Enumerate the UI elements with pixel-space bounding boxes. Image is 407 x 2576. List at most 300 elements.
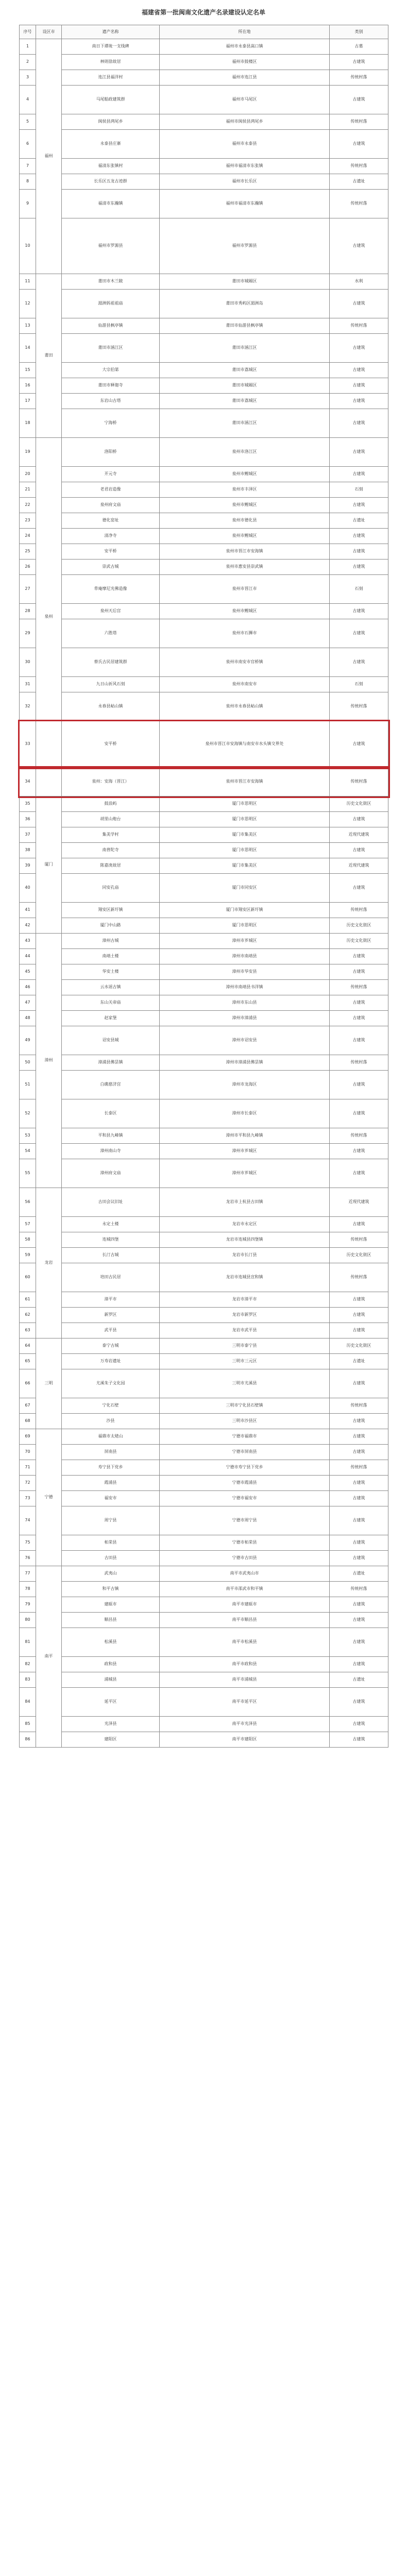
cell-location: 莆田市城厢区	[160, 274, 330, 290]
table-row	[20, 619, 388, 648]
cell-type: 近现代建筑	[330, 827, 388, 843]
cell-no: 40	[20, 874, 36, 903]
cell-no: 83	[20, 1672, 36, 1688]
cell-type: 传统村落	[330, 318, 388, 334]
cell-type: 石刻	[330, 575, 388, 604]
cell-name: 周宁县	[62, 1506, 160, 1535]
cell-location: 福州市福清市东张镇	[160, 159, 330, 174]
cell-name: 胡里山炮台	[62, 812, 160, 827]
cell-location: 泉州市晋江市	[160, 575, 330, 604]
cell-no: 5	[20, 114, 36, 130]
cell-no: 75	[20, 1535, 36, 1551]
cell-name: 漳浦县佛昙镇	[62, 1055, 160, 1071]
cell-name: 宁海桥	[62, 409, 160, 438]
cell-name: 林则徐故居	[62, 55, 160, 70]
cell-type: 古建筑	[330, 812, 388, 827]
table-row	[20, 843, 388, 858]
cell-location: 南平市邵武市和平镇	[160, 1582, 330, 1597]
table-row	[20, 290, 388, 318]
cell-location: 莆田市城厢区	[160, 378, 330, 394]
cell-type: 古建筑	[330, 86, 388, 114]
table-row	[20, 1476, 388, 1491]
cell-name: 永春县岵山镇	[62, 692, 160, 721]
cell-location: 漳州市华安县	[160, 964, 330, 980]
cell-city: 宁德	[36, 1429, 62, 1566]
cell-no: 6	[20, 130, 36, 159]
table-row	[20, 159, 388, 174]
cell-name: 白礁慈济宫	[62, 1071, 160, 1099]
cell-location: 宁德市福鼎市	[160, 1429, 330, 1445]
table-row	[20, 1628, 388, 1657]
cell-type: 古遗址	[330, 1672, 388, 1688]
cell-location: 宁德市柘荣县	[160, 1535, 330, 1551]
cell-type: 古建筑	[330, 1597, 388, 1613]
cell-no: 19	[20, 438, 36, 467]
cell-name: 莆田市涵江区	[62, 334, 160, 363]
cell-location: 福州市闽侯县鸿尾乡	[160, 114, 330, 130]
cell-type: 古遗址	[330, 1566, 388, 1582]
cell-name: 德化窑址	[62, 513, 160, 529]
cell-location: 泉州市鲤城区	[160, 498, 330, 513]
table-body	[20, 39, 388, 1748]
cell-no: 77	[20, 1566, 36, 1582]
header-city: 设区市	[36, 25, 62, 39]
table-row	[20, 218, 388, 274]
cell-name: 湄洲妈祖祖庙	[62, 290, 160, 318]
cell-type: 传统村落	[330, 1128, 388, 1144]
cell-name: 云水谣古镇	[62, 980, 160, 995]
cell-city: 漳州	[36, 934, 62, 1188]
table-row	[20, 498, 388, 513]
table-row	[20, 1217, 388, 1232]
cell-no: 69	[20, 1429, 36, 1445]
cell-no: 72	[20, 1476, 36, 1491]
table-row	[20, 409, 388, 438]
cell-type: 古建筑	[330, 1369, 388, 1398]
cell-type: 传统村落	[330, 1582, 388, 1597]
cell-name: 漳州古城	[62, 934, 160, 949]
cell-name: 诏安县城	[62, 1026, 160, 1055]
cell-name: 福安市	[62, 1491, 160, 1506]
table-row	[20, 318, 388, 334]
cell-type: 古建筑	[330, 1217, 388, 1232]
cell-name: 鼓浪屿	[62, 796, 160, 812]
cell-location: 三明市三元区	[160, 1354, 330, 1369]
cell-location: 厦门市翔安区新圩镇	[160, 903, 330, 918]
table-row	[20, 768, 388, 796]
cell-type: 古建筑	[330, 1144, 388, 1159]
table-row	[20, 1429, 388, 1445]
cell-location: 泉州市石狮市	[160, 619, 330, 648]
cell-location: 宁德市寿宁县下党乡	[160, 1460, 330, 1476]
table-row	[20, 513, 388, 529]
cell-no: 84	[20, 1688, 36, 1717]
cell-city: 厦门	[36, 796, 62, 934]
cell-name: 陈嘉庚故居	[62, 858, 160, 874]
table-row	[20, 1232, 388, 1248]
cell-no: 53	[20, 1128, 36, 1144]
cell-location: 福州市永泰县	[160, 130, 330, 159]
table-row	[20, 334, 388, 363]
cell-location: 厦门市集美区	[160, 858, 330, 874]
cell-location: 龙岩市永定区	[160, 1217, 330, 1232]
cell-no: 34	[20, 768, 36, 796]
table-row	[20, 560, 388, 575]
cell-location: 龙岩市新罗区	[160, 1308, 330, 1323]
cell-no: 51	[20, 1071, 36, 1099]
header-no: 序号	[20, 25, 36, 39]
cell-no: 31	[20, 677, 36, 692]
cell-type: 古建筑	[330, 604, 388, 619]
cell-no: 29	[20, 619, 36, 648]
cell-name: 平和县九峰镇	[62, 1128, 160, 1144]
table-row	[20, 1292, 388, 1308]
cell-name: 漳州府文庙	[62, 1159, 160, 1188]
cell-type: 古建筑	[330, 363, 388, 378]
cell-type: 古墓	[330, 39, 388, 55]
table-row	[20, 1071, 388, 1099]
table-row	[20, 1672, 388, 1688]
cell-no: 49	[20, 1026, 36, 1055]
cell-name: 政和县	[62, 1657, 160, 1672]
cell-name: 东山关帝庙	[62, 995, 160, 1011]
cell-no: 56	[20, 1188, 36, 1217]
cell-no: 30	[20, 648, 36, 677]
cell-type: 古建筑	[330, 1688, 388, 1717]
cell-type: 历史文化街区	[330, 934, 388, 949]
cell-name: 福鼎市太姥山	[62, 1429, 160, 1445]
cell-location: 龙岩市连城县四堡镇	[160, 1232, 330, 1248]
table-row	[20, 980, 388, 995]
cell-type: 历史文化街区	[330, 1338, 388, 1354]
cell-no: 1	[20, 39, 36, 55]
table-row	[20, 827, 388, 843]
cell-location: 莆田市涵江区	[160, 409, 330, 438]
table-row	[20, 903, 388, 918]
cell-no: 61	[20, 1292, 36, 1308]
cell-location: 厦门市思明区	[160, 843, 330, 858]
cell-type: 古遗址	[330, 1354, 388, 1369]
header-type: 类别	[330, 25, 388, 39]
cell-no: 82	[20, 1657, 36, 1672]
cell-no: 74	[20, 1506, 36, 1535]
cell-name: 马尾船政建筑群	[62, 86, 160, 114]
cell-type: 古建筑	[330, 1445, 388, 1460]
cell-location: 龙岩市上杭县古田镇	[160, 1188, 330, 1217]
cell-name: 安平桥	[62, 544, 160, 560]
cell-name: 华安土楼	[62, 964, 160, 980]
table-row	[20, 1354, 388, 1369]
table-row	[20, 692, 388, 721]
cell-type: 古建筑	[330, 1292, 388, 1308]
cell-name: 霞浦县	[62, 1476, 160, 1491]
cell-name: 崇武古城	[62, 560, 160, 575]
cell-no: 39	[20, 858, 36, 874]
cell-name: 连江县福洋村	[62, 70, 160, 86]
table-row	[20, 858, 388, 874]
cell-no: 65	[20, 1354, 36, 1369]
cell-no: 60	[20, 1263, 36, 1292]
cell-no: 27	[20, 575, 36, 604]
cell-name: 和平古镇	[62, 1582, 160, 1597]
cell-type: 传统村落	[330, 70, 388, 86]
cell-no: 9	[20, 190, 36, 218]
header-name: 遗产名称	[62, 25, 160, 39]
cell-name: 福州市罗源县	[62, 218, 160, 274]
cell-no: 59	[20, 1248, 36, 1263]
table-row	[20, 378, 388, 394]
cell-no: 68	[20, 1414, 36, 1429]
cell-no: 11	[20, 274, 36, 290]
cell-location: 漳州市芗城区	[160, 1144, 330, 1159]
table-row	[20, 1188, 388, 1217]
cell-type: 古遗址	[330, 174, 388, 190]
cell-location: 漳州市东山县	[160, 995, 330, 1011]
cell-location: 漳州市芗城区	[160, 934, 330, 949]
cell-no: 14	[20, 334, 36, 363]
cell-no: 64	[20, 1338, 36, 1354]
table-row	[20, 1011, 388, 1026]
cell-location: 泉州市南安市	[160, 677, 330, 692]
cell-type: 古建筑	[330, 130, 388, 159]
cell-location: 南平市顺昌县	[160, 1613, 330, 1628]
cell-type: 古建筑	[330, 409, 388, 438]
cell-no: 3	[20, 70, 36, 86]
cell-name: 翔安区新圩镇	[62, 903, 160, 918]
cell-type: 石刻	[330, 482, 388, 498]
table-row	[20, 1732, 388, 1748]
cell-type: 古建筑	[330, 1717, 388, 1732]
cell-no: 28	[20, 604, 36, 619]
cell-type: 传统村落	[330, 768, 388, 796]
cell-location: 南平市武夷山市	[160, 1566, 330, 1582]
table-row	[20, 1159, 388, 1188]
cell-type: 历史文化街区	[330, 918, 388, 934]
cell-type: 古建筑	[330, 1414, 388, 1429]
cell-type: 传统村落	[330, 1398, 388, 1414]
table-row	[20, 1717, 388, 1732]
cell-no: 54	[20, 1144, 36, 1159]
cell-name: 连城四堡	[62, 1232, 160, 1248]
cell-name: 泉州天后宫	[62, 604, 160, 619]
cell-type: 古建筑	[330, 1506, 388, 1535]
table-row	[20, 1445, 388, 1460]
cell-type: 古建筑	[330, 1308, 388, 1323]
cell-type: 古建筑	[330, 949, 388, 964]
table-row	[20, 934, 388, 949]
cell-no: 42	[20, 918, 36, 934]
cell-name: 同安孔庙	[62, 874, 160, 903]
table-row	[20, 1551, 388, 1566]
table-row	[20, 964, 388, 980]
table-row	[20, 1099, 388, 1128]
cell-name: 建瓯市	[62, 1597, 160, 1613]
table-row	[20, 1688, 388, 1717]
cell-name: 尤溪朱子文化园	[62, 1369, 160, 1398]
cell-type: 古建筑	[330, 1159, 388, 1188]
cell-type: 古建筑	[330, 1628, 388, 1657]
table-row	[20, 130, 388, 159]
cell-no: 25	[20, 544, 36, 560]
cell-type: 古建筑	[330, 544, 388, 560]
cell-location: 南平市建瓯市	[160, 1597, 330, 1613]
cell-location: 泉州市德化县	[160, 513, 330, 529]
cell-no: 38	[20, 843, 36, 858]
cell-name: 屏南县	[62, 1445, 160, 1460]
cell-city: 三明	[36, 1338, 62, 1429]
cell-location: 漳州市平和县九峰镇	[160, 1128, 330, 1144]
table-row	[20, 1338, 388, 1354]
table-header-row	[20, 25, 388, 39]
cell-no: 37	[20, 827, 36, 843]
cell-location: 泉州市鲤城区	[160, 604, 330, 619]
cell-name: 长乐区五龙古迹群	[62, 174, 160, 190]
cell-name: 光泽县	[62, 1717, 160, 1732]
table-row	[20, 363, 388, 378]
cell-city: 泉州	[36, 438, 62, 796]
cell-type: 古建筑	[330, 1323, 388, 1338]
cell-no: 10	[20, 218, 36, 274]
table-row	[20, 1597, 388, 1613]
cell-location: 宁德市周宁县	[160, 1506, 330, 1535]
cell-no: 22	[20, 498, 36, 513]
cell-no: 33	[20, 721, 36, 768]
cell-no: 57	[20, 1217, 36, 1232]
table-row	[20, 1323, 388, 1338]
table-row	[20, 1144, 388, 1159]
table-row	[20, 70, 388, 86]
cell-name: 漳州南山寺	[62, 1144, 160, 1159]
table-row	[20, 949, 388, 964]
cell-name: 古田会议旧址	[62, 1188, 160, 1217]
cell-location: 莆田市仙游县枫亭镇	[160, 318, 330, 334]
cell-type: 古建筑	[330, 964, 388, 980]
table-row	[20, 1263, 388, 1292]
cell-name: 浦城县	[62, 1672, 160, 1688]
cell-location: 厦门市同安区	[160, 874, 330, 903]
cell-name: 清净寺	[62, 529, 160, 544]
table-row	[20, 1026, 388, 1055]
table-row	[20, 677, 388, 692]
cell-no: 86	[20, 1732, 36, 1748]
cell-name: 赵家堡	[62, 1011, 160, 1026]
table-row	[20, 174, 388, 190]
cell-name: 武夷山	[62, 1566, 160, 1582]
cell-no: 78	[20, 1582, 36, 1597]
cell-type: 古建筑	[330, 1551, 388, 1566]
cell-name: 古田县	[62, 1551, 160, 1566]
cell-location: 宁德市霞浦县	[160, 1476, 330, 1491]
cell-name: 顺昌县	[62, 1613, 160, 1628]
cell-location: 泉州市晋江市安海镇与南安市水头镇交界处	[160, 721, 330, 768]
cell-name: 长泰区	[62, 1099, 160, 1128]
table-row	[20, 114, 388, 130]
cell-no: 41	[20, 903, 36, 918]
cell-type: 古建筑	[330, 1011, 388, 1026]
cell-location: 福州市罗源县	[160, 218, 330, 274]
cell-type: 古建筑	[330, 1491, 388, 1506]
table-row	[20, 1460, 388, 1476]
table-row	[20, 482, 388, 498]
table-row	[20, 1055, 388, 1071]
cell-location: 南平市松溪县	[160, 1628, 330, 1657]
cell-location: 泉州市洛江区	[160, 438, 330, 467]
cell-location: 龙岩市漳平市	[160, 1292, 330, 1308]
cell-location: 南平市建阳区	[160, 1732, 330, 1748]
cell-name: 武平县	[62, 1323, 160, 1338]
cell-no: 81	[20, 1628, 36, 1657]
cell-location: 泉州市晋江市安海镇	[160, 768, 330, 796]
cell-location: 泉州市南安市官桥镇	[160, 648, 330, 677]
cell-type: 传统村落	[330, 190, 388, 218]
cell-location: 莆田市涵江区	[160, 334, 330, 363]
cell-type: 古建筑	[330, 560, 388, 575]
cell-location: 龙岩市武平县	[160, 1323, 330, 1338]
cell-name: 莆田市木兰陂	[62, 274, 160, 290]
table-row	[20, 1308, 388, 1323]
cell-type: 古建筑	[330, 995, 388, 1011]
cell-no: 47	[20, 995, 36, 1011]
cell-location: 三明市沙县区	[160, 1414, 330, 1429]
table-row	[20, 438, 388, 467]
table-row	[20, 86, 388, 114]
cell-location: 福州市长乐区	[160, 174, 330, 190]
cell-no: 45	[20, 964, 36, 980]
cell-type: 古建筑	[330, 1535, 388, 1551]
table-row	[20, 1613, 388, 1628]
cell-no: 32	[20, 692, 36, 721]
cell-type: 古建筑	[330, 721, 388, 768]
cell-city: 龙岩	[36, 1188, 62, 1338]
cell-name: 松溪县	[62, 1628, 160, 1657]
cell-no: 15	[20, 363, 36, 378]
cell-type: 传统村落	[330, 692, 388, 721]
cell-type: 古建筑	[330, 218, 388, 274]
cell-location: 南平市政和县	[160, 1657, 330, 1672]
cell-location: 漳州市诏安县	[160, 1026, 330, 1055]
table-row	[20, 721, 388, 768]
table-row	[20, 1398, 388, 1414]
cell-name: 建阳区	[62, 1732, 160, 1748]
cell-type: 古建筑	[330, 529, 388, 544]
cell-name: 延平区	[62, 1688, 160, 1717]
cell-location: 宁德市古田县	[160, 1551, 330, 1566]
cell-type: 古建筑	[330, 843, 388, 858]
cell-type: 古建筑	[330, 1613, 388, 1628]
cell-no: 58	[20, 1232, 36, 1248]
cell-no: 44	[20, 949, 36, 964]
cell-name: 闽侯县鸿尾乡	[62, 114, 160, 130]
cell-name: 南日下谭垅一支线碑	[62, 39, 160, 55]
cell-type: 古建筑	[330, 394, 388, 409]
cell-name: 洛阳桥	[62, 438, 160, 467]
cell-location: 厦门市思明区	[160, 812, 330, 827]
cell-location: 厦门市思明区	[160, 918, 330, 934]
cell-name: 蔡氏古民居建筑群	[62, 648, 160, 677]
cell-location: 漳州市漳浦县佛昙镇	[160, 1055, 330, 1071]
cell-no: 8	[20, 174, 36, 190]
cell-type: 古建筑	[330, 619, 388, 648]
cell-name: 福清东张镇村	[62, 159, 160, 174]
table-row	[20, 544, 388, 560]
cell-city: 福州	[36, 39, 62, 274]
cell-location: 南平市延平区	[160, 1688, 330, 1717]
cell-location: 福州市永泰县嵩口镇	[160, 39, 330, 55]
cell-no: 85	[20, 1717, 36, 1732]
cell-type: 古建筑	[330, 874, 388, 903]
cell-type: 传统村落	[330, 980, 388, 995]
cell-location: 漳州市南靖县	[160, 949, 330, 964]
